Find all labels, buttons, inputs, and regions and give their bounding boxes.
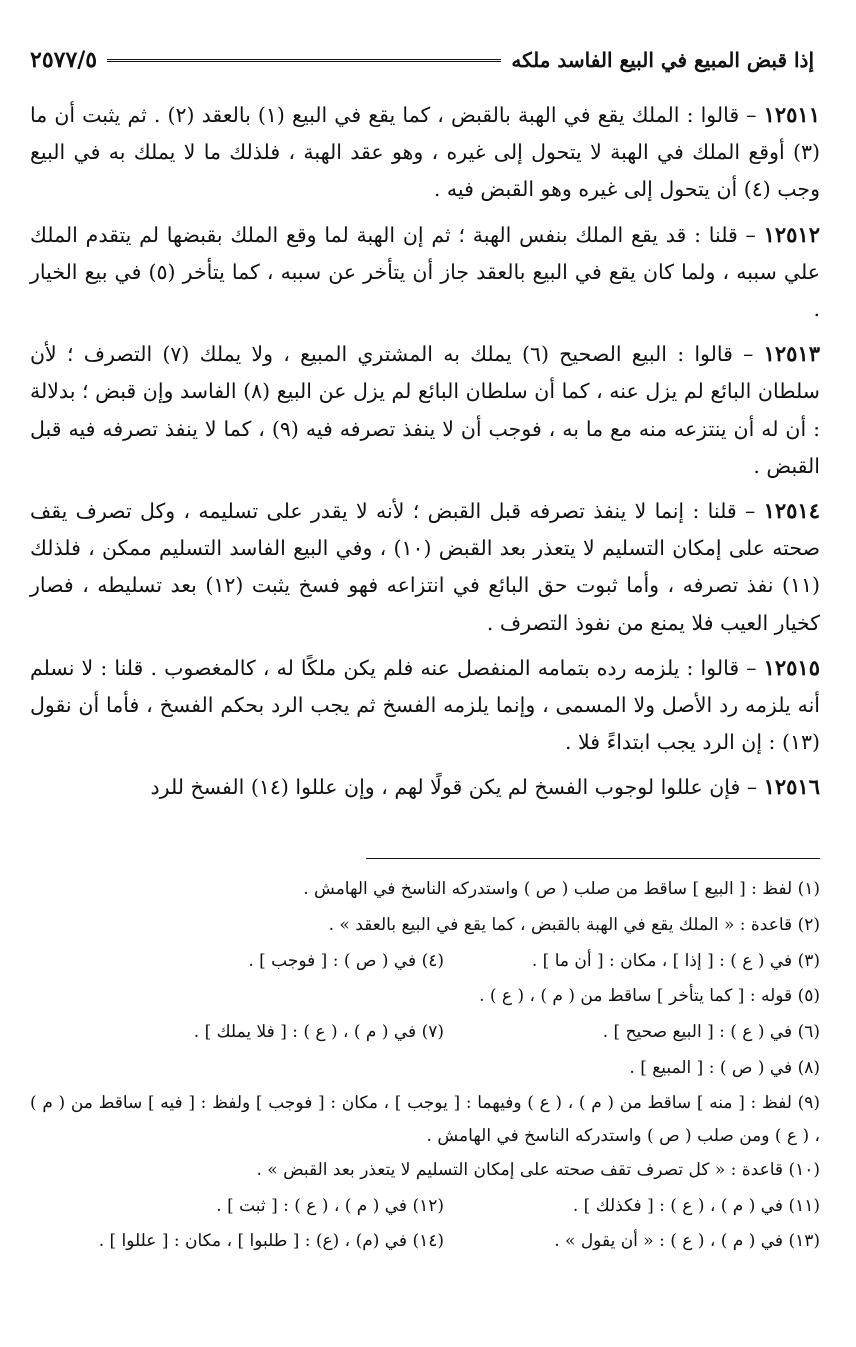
footnote-separator — [366, 858, 820, 859]
running-title: إذا قبض المبيع في البيع الفاسد ملكه — [511, 48, 814, 72]
footnote-8: (٨) في ( ص ) : [ المبيع ] . — [629, 1057, 820, 1078]
footnote-12: (١٢) في ( م ) ، ( ع ) : [ ثبت ] . — [216, 1195, 444, 1216]
paragraph-number: ١٢٥١٦ — [763, 774, 820, 800]
header-rule — [107, 59, 501, 62]
running-header — [30, 40, 814, 80]
footnote-1: (١) لفظ : [ البيع ] ساقط من صلب ( ص ) واستدركه الناسخ في الهامش . — [303, 879, 820, 899]
main-text — [30, 96, 820, 814]
footnote-13: (١٣) في ( م ) ، ( ع ) : « أن يقول » . — [554, 1231, 820, 1252]
footnote-row — [30, 1224, 820, 1260]
paragraph-text: – قلنا : قد يقع الملك بنفس الهبة ؛ ثم إن الهبة لما وقع الملك بقبضها لم يتقدم الملك علي سببه ، ولما كان يقع في البيع بالعقد جاز أن يتأخر عن سببه ، كما يتأخر (٥) في بيع الخيار . — [30, 222, 820, 322]
paragraph-number: ١٢٥١٢ — [763, 221, 820, 247]
paragraph-number: ١٢٥١٤ — [763, 498, 820, 524]
paragraph-text: – قلنا : إنما لا ينفذ تصرفه قبل القبض ؛ لأنه لا يقدر على تسليمه ، وكل تصرف يقف صحته على إمكان التسليم لا يتعذر بعد القبض (١٠) ، وفي البيع الفاسد التسليم ممكن ، فلذلك (١١) نفذ تصرفه ، وأما ثبوت حق البائع في انتزاعه فهو فسخ يثبت (١٢) بعد تسليطه ، فصار كخيار العيب فلا يمنع من نفوذ التصرف . — [30, 499, 821, 635]
paragraph-12516 — [30, 768, 820, 806]
footnote-row — [30, 1189, 820, 1225]
paragraph-12514 — [30, 492, 820, 642]
paragraph-12513 — [30, 335, 820, 485]
footnote-4: (٤) في ( ص ) : [ فوجب ] . — [248, 950, 444, 971]
paragraph-number: ١٢٥١٥ — [763, 654, 820, 680]
paragraph-number: ١٢٥١١ — [763, 102, 820, 127]
paragraph-text: – قالوا : يلزمه رده بتمامه المنفصل عنه فلم يكن ملكًا له ، كالمغصوب . قلنا : لا نسلم أنه يلزمه رد الأصل ولا المسمى ، وإنما يلزمه الفسخ ثم يجب الرد بحكم الفسخ ، فأما أن نقول (١٣) : إن الرد يجب ابتداءً فلا . — [30, 655, 820, 755]
paragraph-text: – قالوا : الملك يقع في الهبة بالقبض ، كما يقع في البيع (١) بالعقد (٢) . ثم يثبت أن ما (٣) أوقع الملك في الهبة لا يتحول إلى غيره ، وهو عقد الهبة ، فلذلك ما لا يملك به في البيع وجب (٤) أن يتحول إلى غيره وهو القبض فيه . — [30, 103, 820, 202]
footnote-6: (٦) في ( ع ) : [ البيع صحيح ] . — [602, 1022, 820, 1043]
paragraph-12511 — [30, 96, 820, 209]
footnote-row — [30, 944, 820, 980]
footnote-14: (١٤) في (م) ، (ع) : [ طلبوا ] ، مكان : [ عللوا ] . — [98, 1231, 444, 1252]
page-number: ٢٥٧٧/٥ — [30, 47, 98, 73]
footnote-row — [30, 1015, 820, 1051]
footnote-3: (٣) في ( ع ) : [ إذا ] ، مكان : [ أن ما ] . — [531, 950, 820, 971]
footnotes — [30, 872, 820, 1260]
paragraph-text: – قالوا : البيع الصحيح (٦) يملك به المشتري المبيع ، ولا يملك (٧) التصرف ؛ لأن سلطان البائع لم يزل عنه ، كما أن سلطان البائع لم يزل عن البيع (٨) الفاسد وإن قبض ؛ بدلالة : أن له أن ينتزعه منه مع ما به ، فوجب أن لا ينفذ تصرفه فيه (٩) ، كما لا ينفذ تصرفه فيه قبل القبض . — [30, 342, 820, 478]
paragraph-number: ١٢٥١٣ — [763, 341, 820, 367]
footnote-10: (١٠) قاعدة : « كل تصرف تقف صحته على إمكان التسليم لا يتعذر بعد القبض » . — [256, 1159, 820, 1180]
paragraph-12512 — [30, 216, 820, 329]
paragraph-text: – فإن عللوا لوجوب الفسخ لم يكن قولًا لهم ، وإن عللوا (١٤) الفسخ للرد — [150, 775, 764, 800]
paragraph-12515 — [30, 649, 820, 762]
footnote-9: (٩) لفظ : [ منه ] ساقط من ( م ) ، ( ع ) وفيهما : [ يوجب ] ، مكان : [ فوجب ] ولفظ : [ فيه ] ساقط من ( م ) ، ( ع ) ومن صلب ( ص ) واستدركه الناسخ في الهامش . — [30, 1092, 820, 1146]
footnote-2: (٢) قاعدة : « الملك يقع في الهبة بالقبض ، كما يقع في البيع بالعقد » . — [328, 914, 820, 935]
footnote-11: (١١) في ( م ) ، ( ع ) : [ فكذلك ] . — [572, 1195, 820, 1216]
footnote-7: (٧) في ( م ) ، ( ع ) : [ فلا يملك ] . — [193, 1022, 444, 1043]
footnote-5: (٥) قوله : [ كما يتأخر ] ساقط من ( م ) ، ( ع ) . — [479, 986, 820, 1007]
